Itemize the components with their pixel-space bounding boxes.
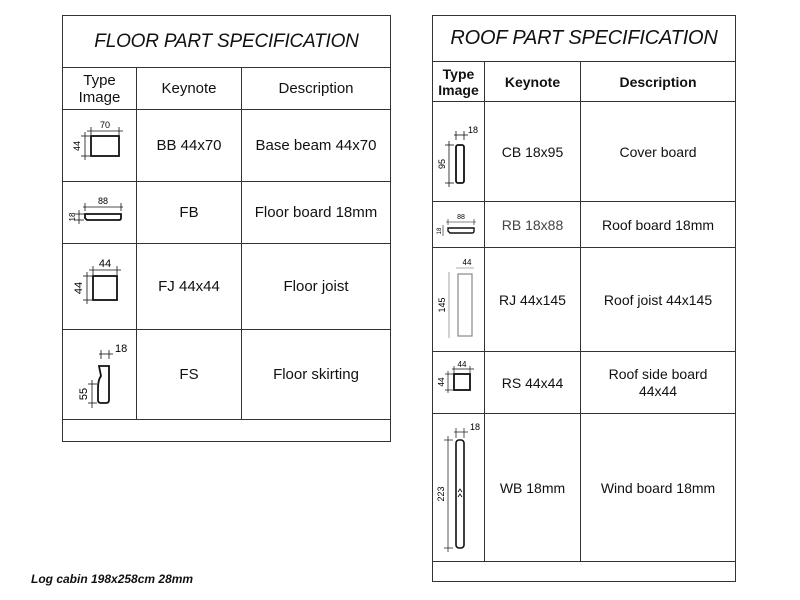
roof-keynote-cell: WB 18mm xyxy=(485,414,581,562)
floor-header-description: Description xyxy=(242,68,391,110)
roof-table-title: ROOF PART SPECIFICATION xyxy=(433,16,736,62)
table-row xyxy=(433,414,736,562)
roof-side-board-profile-icon xyxy=(434,358,484,408)
table-row-empty xyxy=(433,562,736,582)
roof-description-cell: Roof board 18mm xyxy=(581,202,736,248)
roof-side-board-width-label: 44 xyxy=(457,359,466,369)
roof-board-profile-icon xyxy=(434,208,484,242)
floor-keynote-cell: BB 44x70 xyxy=(137,110,242,182)
floor-table-title: FLOOR PART SPECIFICATION xyxy=(63,16,391,68)
roof-description-cell: Wind board 18mm xyxy=(581,414,736,562)
floor-skirting-profile-icon xyxy=(65,336,135,414)
table-row xyxy=(63,182,391,244)
wind-board-width-label: 18 xyxy=(469,421,480,432)
floor-board-height-label: 18 xyxy=(67,212,77,221)
roof-board-width-label: 88 xyxy=(456,213,465,221)
cover-board-height-label: 95 xyxy=(436,158,447,169)
table-row xyxy=(63,330,391,420)
wind-board-profile-icon xyxy=(434,418,484,558)
table-row xyxy=(433,202,736,248)
roof-joist-width-label: 44 xyxy=(462,257,471,267)
floor-description-cell: Floor skirting xyxy=(242,330,391,420)
floor-description-cell: Floor joist xyxy=(242,244,391,330)
table-row xyxy=(433,248,736,352)
roof-keynote-cell: RB 18x88 xyxy=(485,202,581,248)
table-row xyxy=(433,352,736,414)
floor-header-type-image: Type Image xyxy=(63,68,137,110)
roof-description-cell: Roof side board 44x44 xyxy=(581,352,736,414)
floor-joist-profile-icon xyxy=(65,252,135,322)
base-beam-width-label: 70 xyxy=(99,119,110,130)
table-row xyxy=(433,102,736,202)
roof-description-cell: Roof joist 44x145 xyxy=(581,248,736,352)
floor-joist-height-label: 44 xyxy=(72,281,85,294)
cover-board-profile-icon xyxy=(434,107,484,197)
roof-board-height-label: 18 xyxy=(436,227,443,234)
floor-description-cell: Base beam 44x70 xyxy=(242,110,391,182)
roof-header-description: Description xyxy=(581,62,736,102)
table-row-empty xyxy=(63,420,391,442)
roof-keynote-cell: CB 18x95 xyxy=(485,102,581,202)
table-row xyxy=(63,244,391,330)
floor-keynote-cell: FJ 44x44 xyxy=(137,244,242,330)
roof-description-cell: Cover board xyxy=(581,102,736,202)
wind-board-height-label: 223 xyxy=(435,485,446,502)
floor-description-cell: Floor board 18mm xyxy=(242,182,391,244)
floor-skirting-width-label: 18 xyxy=(114,342,127,355)
drawing-caption: Log cabin 198x258cm 28mm xyxy=(31,572,194,586)
floor-skirting-height-label: 55 xyxy=(77,387,90,400)
roof-side-board-height-label: 44 xyxy=(436,377,446,386)
floor-spec-table xyxy=(62,15,391,442)
cover-board-width-label: 18 xyxy=(467,124,478,135)
roof-keynote-cell: RS 44x44 xyxy=(485,352,581,414)
floor-keynote-cell: FB xyxy=(137,182,242,244)
roof-joist-profile-icon xyxy=(434,252,484,348)
floor-board-profile-icon xyxy=(65,188,135,238)
table-row xyxy=(63,110,391,182)
roof-joist-height-label: 145 xyxy=(436,296,447,313)
floor-keynote-cell: FS xyxy=(137,330,242,420)
floor-board-width-label: 88 xyxy=(97,195,108,206)
base-beam-height-label: 44 xyxy=(71,140,82,151)
roof-spec-table xyxy=(432,15,736,582)
roof-header-keynote: Keynote xyxy=(485,62,581,102)
floor-joist-width-label: 44 xyxy=(98,257,111,270)
floor-header-keynote: Keynote xyxy=(137,68,242,110)
roof-header-type-image: Type Image xyxy=(433,62,485,102)
roof-keynote-cell: RJ 44x145 xyxy=(485,248,581,352)
base-beam-profile-icon xyxy=(65,118,135,174)
